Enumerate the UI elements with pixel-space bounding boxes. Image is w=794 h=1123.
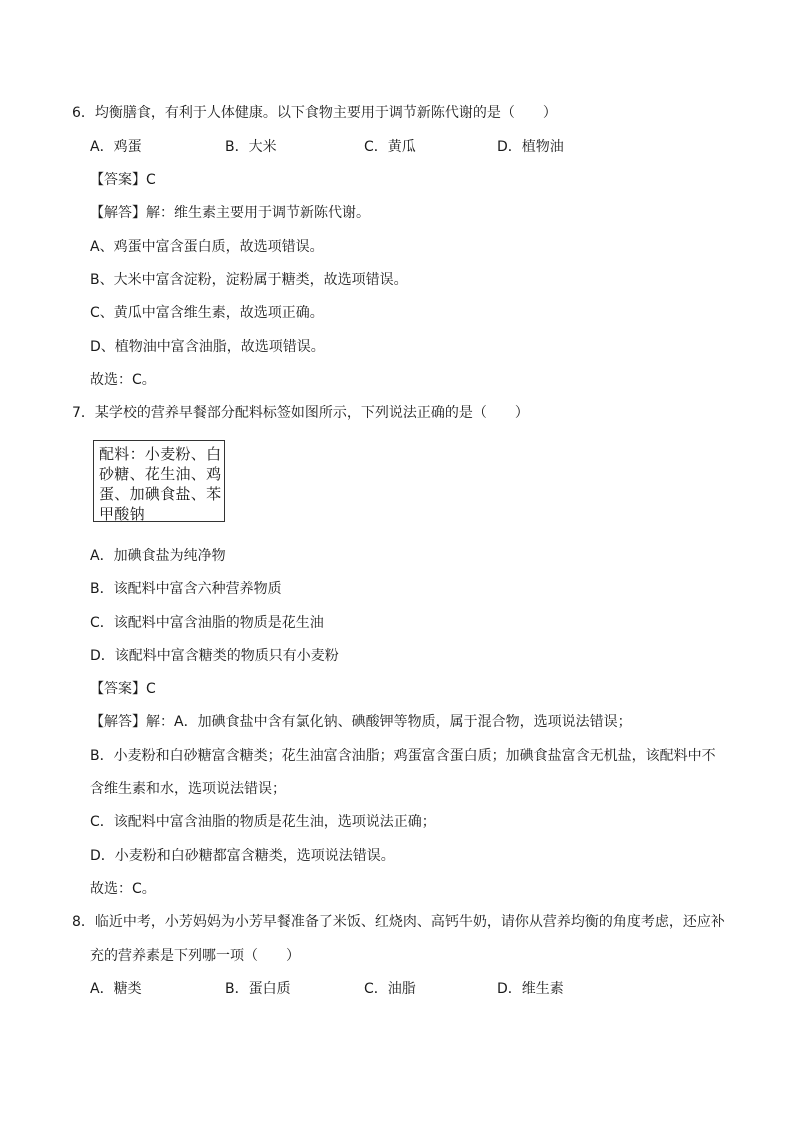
q7-option-a: A．加碘食盐为纯净物 — [90, 548, 226, 564]
q8-option-a: A．糖类 — [90, 981, 142, 997]
q7-analysis-line: B．小麦粉和白砂糖富含糖类；花生油富含油脂；鸡蛋富含蛋白质；加碘食盐富含无机盐，该配料中不 — [90, 748, 716, 764]
q8-stem-line: 充的营养素是下列哪一项（ ） — [90, 948, 300, 964]
q7-stem: 7．某学校的营养早餐部分配料标签如图所示，下列说法正确的是（ ） — [72, 405, 529, 421]
ingredient-label-line: 甲酸钠 — [99, 505, 145, 523]
q6-option-a: A．鸡蛋 — [90, 139, 142, 155]
q6-option-c: C．黄瓜 — [364, 139, 416, 155]
q8-option-d: D．维生素 — [497, 981, 564, 997]
q7-answer: 【答案】C — [90, 681, 156, 697]
q6-option-d: D．植物油 — [497, 139, 564, 155]
q8-option-b: B．蛋白质 — [225, 981, 291, 997]
q7-analysis-line: C．该配料中富含油脂的物质是花生油，选项说法正确； — [90, 814, 436, 830]
ingredient-label-line: 蛋、加碘食盐、苯 — [99, 485, 222, 503]
q6-analysis-line: B、大米中富含淀粉，淀粉属于糖类，故选项错误。 — [90, 272, 408, 288]
q8-option-c: C．油脂 — [364, 981, 416, 997]
ingredient-label-box — [93, 440, 225, 522]
q6-analysis-line: C、黄瓜中富含维生素，故选项正确。 — [90, 305, 324, 321]
q6-analysis: 【解答】解：维生素主要用于调节新陈代谢。 — [90, 205, 370, 221]
q7-analysis-line: D．小麦粉和白砂糖都富含糖类，选项说法错误。 — [90, 848, 395, 864]
q7-option-d: D．该配料中富含糖类的物质只有小麦粉 — [90, 648, 339, 664]
q6-choice: 故选：C。 — [90, 372, 156, 388]
q7-option-b: B．该配料中富含六种营养物质 — [90, 581, 282, 597]
ingredient-label-line: 砂糖、花生油、鸡 — [99, 465, 222, 483]
q7-option-c: C．该配料中富含油脂的物质是花生油 — [90, 615, 324, 631]
q7-analysis-line: 含维生素和水，选项说法错误； — [90, 781, 286, 797]
q6-option-b: B．大米 — [225, 139, 277, 155]
ingredient-label-line: 配料：小麦粉、白 — [99, 445, 222, 463]
q8-stem-line: 8．临近中考，小芳妈妈为小芳早餐准备了米饭、红烧肉、高钙牛奶，请你从营养均衡的角度考虑，还应补 — [72, 914, 725, 930]
q6-answer: 【答案】C — [90, 172, 156, 188]
q6-analysis-line: D、植物油中富含油脂，故选项错误。 — [90, 339, 325, 355]
q7-choice: 故选：C。 — [90, 881, 156, 897]
q7-analysis: 【解答】解：A．加碘食盐中含有氯化钠、碘酸钾等物质，属于混合物，选项说法错误； — [90, 714, 632, 730]
q6-stem: 6．均衡膳食，有利于人体健康。以下食物主要用于调节新陈代谢的是（ ） — [72, 105, 557, 121]
q6-analysis-line: A、鸡蛋中富含蛋白质，故选项错误。 — [90, 239, 324, 255]
